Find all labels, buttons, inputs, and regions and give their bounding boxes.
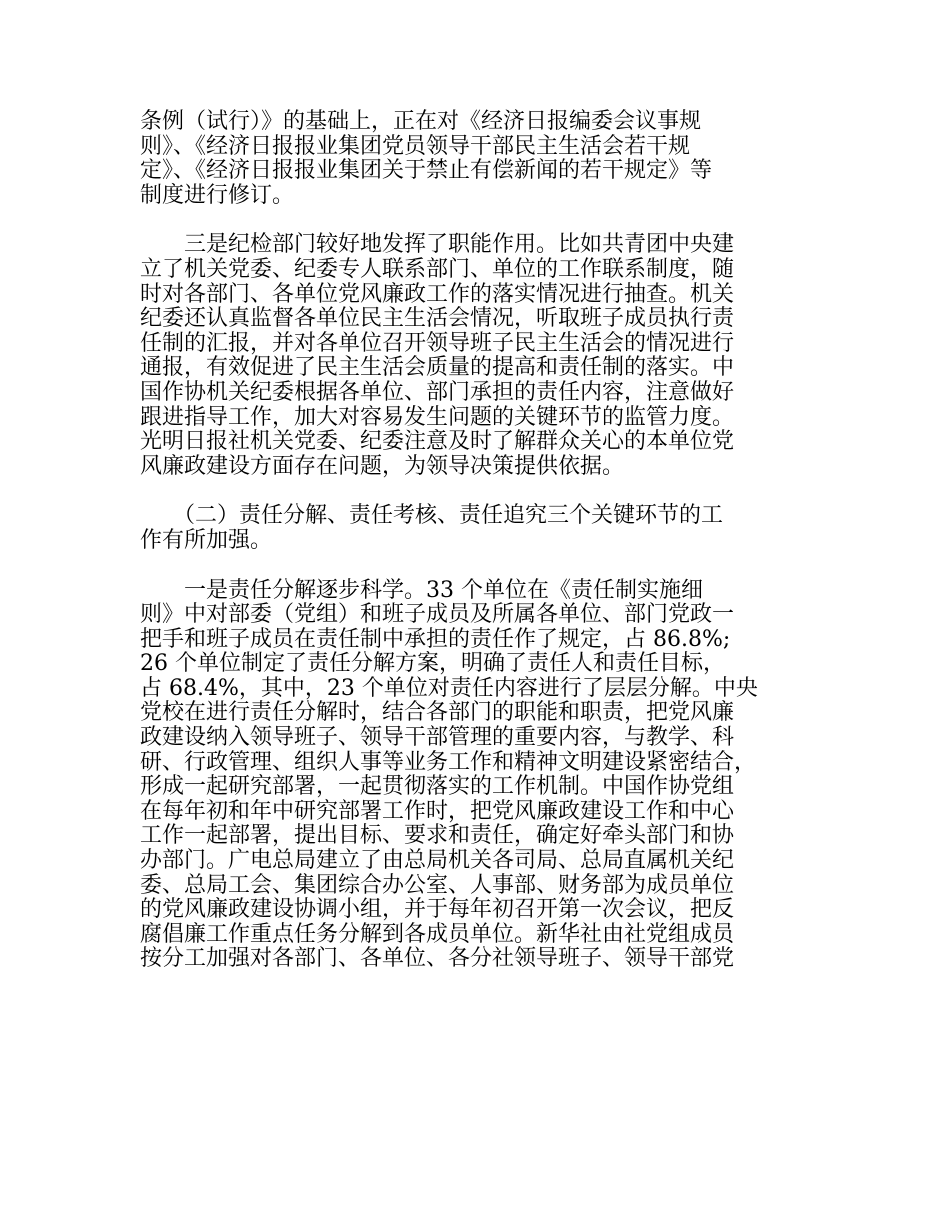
text-line: 研、行政管理、组织人事等业务工作和精神文明建设紧密结合， <box>140 749 757 775</box>
text-line: 风廉政建设方面存在问题，为领导决策提供依据。 <box>140 453 625 479</box>
paragraph-discipline-inspection <box>140 233 830 479</box>
text-line: 把手和班子成员在责任制中承担的责任作了规定，占 86.8%; <box>140 626 731 652</box>
text-line: 国作协机关纪委根据各单位、部门承担的责任内容，注意做好 <box>140 379 735 405</box>
text-line: 办部门。广电总局建立了由总局机关各司局、总局直属机关纪 <box>140 848 735 874</box>
text-line: 按分工加强对各部门、各单位、各分社领导班子、领导干部党 <box>140 946 735 972</box>
text-line: 条例（试行）》的基础上，正在对《经济日报编委会议事规 <box>140 109 702 134</box>
text-line: 党校在进行责任分解时，结合各部门的职能和职责，把党风廉 <box>140 700 735 726</box>
text-line: 26 个单位制定了责任分解方案，明确了责任人和责任目标， <box>140 651 725 677</box>
text-line: （二）责任分解、责任考核、责任追究三个关键环节的工 <box>140 503 724 529</box>
text-line: 工作一起部署，提出目标、要求和责任，确定好牵头部门和协 <box>140 823 735 849</box>
text-line: 形成一起研究部署，一起贯彻落实的工作机制。中国作协党组 <box>140 774 735 800</box>
text-line: 则》、《经济日报报业集团党员领导干部民主生活会若干规 <box>140 133 691 159</box>
text-line: 定》、《经济日报报业集团关于禁止有偿新闻的若干规定》等 <box>140 158 713 184</box>
text-line: 三是纪检部门较好地发挥了职能作用。比如共青团中央建 <box>140 232 735 258</box>
text-line: 光明日报社机关党委、纪委注意及时了解群众关心的本单位党 <box>140 429 735 455</box>
text-line: 一是责任分解逐步科学。33 个单位在《责任制实施细 <box>140 577 703 603</box>
text-line: 纪委还认真监督各单位民主生活会情况，听取班子成员执行责 <box>140 306 735 332</box>
text-line: 在每年初和年中研究部署工作时，把党风廉政建设工作和中心 <box>140 798 735 824</box>
text-line: 占 68.4%，其中，23 个单位对责任内容进行了层层分解。中央 <box>140 675 758 701</box>
text-line: 则》中对部委（党组）和班子成员及所属各单位、部门党政一 <box>140 602 735 628</box>
text-line: 委、总局工会、集团综合办公室、人事部、财务部为成员单位 <box>140 872 735 898</box>
text-line: 作有所加强。 <box>140 527 273 553</box>
text-line: 任制的汇报，并对各单位召开领导班子民主生活会的情况进行 <box>140 330 735 356</box>
text-line: 的党风廉政建设协调小组，并于每年初召开第一次会议，把反 <box>140 897 735 923</box>
paragraph-responsibility-breakdown <box>140 579 830 973</box>
section-heading-responsibility <box>140 504 830 553</box>
text-line: 通报，有效促进了民主生活会质量的提高和责任制的落实。中 <box>140 355 735 381</box>
text-line: 制度进行修订。 <box>140 182 295 208</box>
text-line: 立了机关党委、纪委专人联系部门、单位的工作联系制度，随 <box>140 256 735 282</box>
document-body <box>140 110 830 997</box>
text-line: 腐倡廉工作重点任务分解到各成员单位。新华社由社党组成员 <box>140 921 735 947</box>
text-line: 跟进指导工作，加大对容易发生问题的关键环节的监管力度。 <box>140 404 735 430</box>
paragraph-regulations-revision <box>140 110 830 208</box>
text-line: 政建设纳入领导班子、领导干部管理的重要内容，与教学、科 <box>140 725 735 751</box>
text-line: 时对各部门、各单位党风廉政工作的落实情况进行抽查。机关 <box>140 281 735 307</box>
